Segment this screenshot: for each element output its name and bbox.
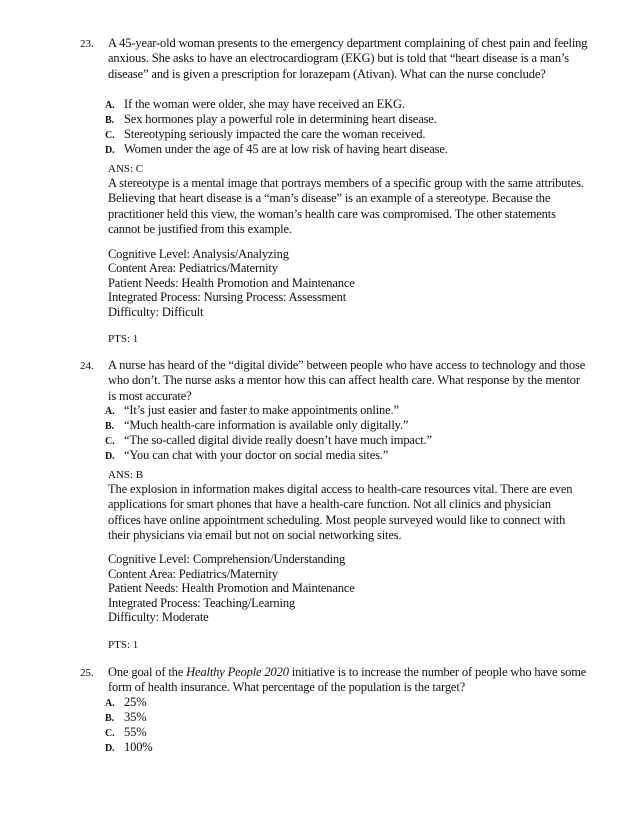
integrated-process: Integrated Process: Nursing Process: Assessment: [108, 290, 347, 304]
stem-text: One goal of the: [108, 665, 187, 679]
points: PTS: 1: [108, 333, 139, 345]
question-number: 23.: [80, 38, 94, 50]
option-b: [105, 710, 585, 726]
option-letter: D.: [105, 451, 115, 462]
option-letter: A.: [105, 698, 115, 709]
option-letter: D.: [105, 145, 115, 156]
option-c: [105, 433, 585, 449]
integrated-process: Integrated Process: Teaching/Learning: [108, 596, 296, 610]
option-letter: C.: [105, 130, 115, 141]
option-text: “The so-called digital divide really doesn’t have much impact.”: [124, 433, 432, 447]
option-text: “You can chat with your doctor on social media sites.”: [124, 448, 389, 462]
difficulty: Difficulty: Difficult: [108, 305, 204, 319]
question-number: 24.: [80, 360, 94, 372]
option-text: 100%: [124, 740, 153, 754]
option-text: “Much health-care information is available only digitally.”: [124, 418, 409, 432]
content-area: Content Area: Pediatrics/Maternity: [108, 261, 278, 275]
question-stem: A nurse has heard of the “digital divide” between people who have access to technology and those who don’t. The nurse asks a mentor how this can affect health care. What response by the mentor is most accurate?: [108, 358, 586, 403]
option-a: [105, 403, 585, 419]
points: PTS: 1: [108, 639, 139, 651]
option-letter: A.: [105, 406, 115, 417]
option-letter: A.: [105, 100, 115, 111]
option-text: 25%: [124, 695, 147, 709]
patient-needs: Patient Needs: Health Promotion and Maintenance: [108, 581, 355, 595]
content-area: Content Area: Pediatrics/Maternity: [108, 567, 278, 581]
option-text: 35%: [124, 710, 147, 724]
option-text: “It’s just easier and faster to make appointments online.”: [124, 403, 399, 417]
option-c: [105, 725, 585, 741]
option-text: 55%: [124, 725, 147, 739]
rationale: The explosion in information makes digital access to health-care resources vital. There are even applications for smart phones that have a health-care function. Not all clinics and physician offices have online appointment scheduling. Most people surveyed would like to connect with their physicians via email but not on social networking sites.: [108, 482, 573, 543]
option-letter: D.: [105, 743, 115, 754]
option-text: If the woman were older, she may have received an EKG.: [124, 97, 405, 111]
cognitive-level: Cognitive Level: Comprehension/Understanding: [108, 552, 346, 566]
question-stem: [108, 665, 588, 696]
option-c: [105, 127, 585, 143]
question-number: 25.: [80, 667, 94, 679]
option-text: Sex hormones play a powerful role in determining heart disease.: [124, 112, 437, 126]
option-a: [105, 97, 585, 113]
option-d: [105, 448, 585, 464]
rationale: A stereotype is a mental image that portrays members of a specific group with the same attributes. Believing that heart disease is a “man’s disease” is an example of a stereotype. Because the practitioner held this view, the woman’s health care was compromised. The other statements cannot be justified from this example.: [108, 176, 584, 237]
option-letter: C.: [105, 436, 115, 447]
option-b: [105, 418, 585, 434]
option-text: Stereotyping seriously impacted the care the woman received.: [124, 127, 426, 141]
stem-italic-title: Healthy People 2020: [186, 665, 289, 679]
option-letter: B.: [105, 115, 114, 126]
answer-key: ANS: C: [108, 163, 144, 175]
option-text: Women under the age of 45 are at low risk of having heart disease.: [124, 142, 448, 156]
option-a: [105, 695, 585, 711]
patient-needs: Patient Needs: Health Promotion and Maintenance: [108, 276, 355, 290]
answer-key: ANS: B: [108, 469, 144, 481]
option-d: [105, 142, 585, 158]
cognitive-level: Cognitive Level: Analysis/Analyzing: [108, 247, 289, 261]
option-letter: C.: [105, 728, 115, 739]
question-stem: A 45-year-old woman presents to the emergency department complaining of chest pain and feeling anxious. She asks to have an electrocardiogram (EKG) but is told that “heart disease is a man’s disease” and is given a prescription for lorazepam (Ativan). What can the nurse conclude?: [108, 36, 588, 81]
option-d: [105, 740, 585, 756]
difficulty: Difficulty: Moderate: [108, 610, 209, 624]
option-b: [105, 112, 585, 128]
option-letter: B.: [105, 713, 114, 724]
option-letter: B.: [105, 421, 114, 432]
stem-text: initiative is to increase the number of people who have some form of health insurance. What percentage of the population is the target?: [108, 665, 587, 695]
